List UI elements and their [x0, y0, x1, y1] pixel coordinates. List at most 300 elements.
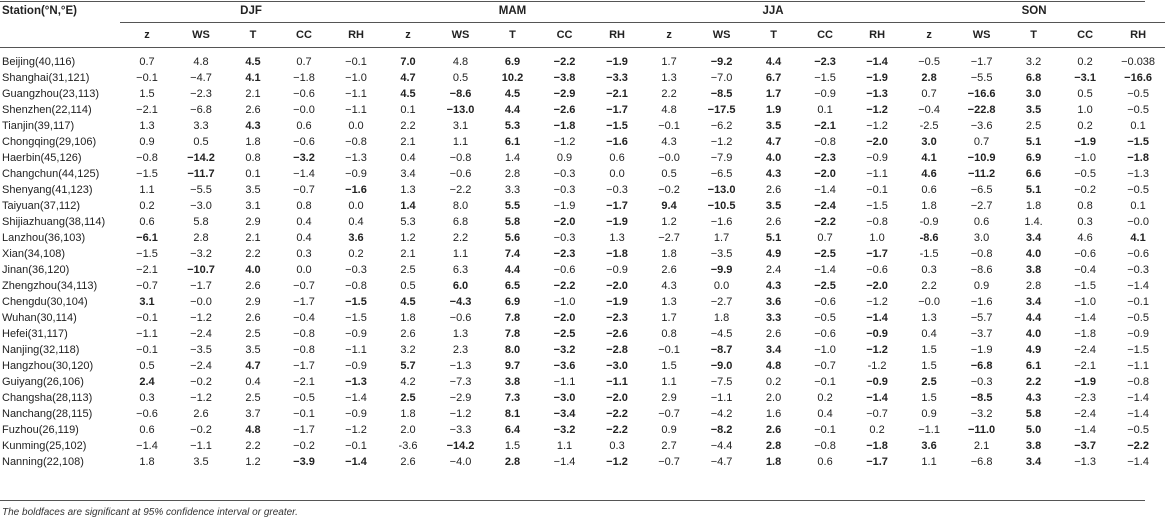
table-cell: −13.0 — [446, 104, 475, 116]
table-cell: −1.1 — [190, 440, 212, 452]
table-cell: −17.5 — [707, 104, 736, 116]
table-cell: −0.038 — [1121, 56, 1156, 68]
table-cell: −0.1 — [866, 184, 888, 196]
table-cell: 0.9 — [139, 136, 155, 148]
table-cell: −2.4 — [190, 360, 212, 372]
table-cell: −1.3 — [345, 376, 367, 388]
table-cell: −0.3 — [970, 376, 993, 388]
table-cell: −14.2 — [187, 152, 215, 164]
table-cell: −2.0 — [606, 280, 628, 292]
table-cell: −6.2 — [710, 120, 733, 132]
table-cell: 1.5 — [661, 360, 677, 372]
table-cell: −2.0 — [866, 136, 888, 148]
table-cell: −2.7 — [658, 232, 680, 244]
table-cell: 4.5 — [400, 296, 416, 308]
table-cell: −1.3 — [345, 152, 367, 164]
table-cell: −4.4 — [710, 440, 733, 452]
table-cell: −4.2 — [710, 408, 733, 420]
table-cell: 6.0 — [452, 280, 469, 292]
table-cell: 0.9 — [661, 424, 677, 436]
variable-header-jja-rh: RH — [851, 23, 903, 48]
table-cell: −2.5 — [814, 280, 836, 292]
table-cell: −1.9 — [1074, 376, 1096, 388]
table-cell: 4.6 — [921, 168, 937, 180]
table-cell: 1.6 — [765, 408, 782, 420]
table-cell: 0.3 — [1077, 216, 1093, 228]
variable-header-djf-z: z — [120, 23, 174, 48]
table-cell: −2.4 — [190, 328, 212, 340]
table-cell: 0.6 — [139, 424, 155, 436]
table-cell: 2.6 — [765, 424, 782, 436]
table-cell: −2.3 — [553, 248, 576, 260]
table-cell: −1.4 — [1127, 392, 1149, 404]
table-cell: −1.4 — [345, 392, 367, 404]
table-cell: 1.5 — [504, 440, 521, 452]
variable-header-jja-ws: WS — [695, 23, 748, 48]
table-cell: 5.0 — [1025, 424, 1042, 436]
table-row — [0, 70, 1165, 86]
table-cell: −2.0 — [553, 312, 576, 324]
table-cell: −2.6 — [553, 104, 576, 116]
table-cell: −1.5 — [136, 168, 158, 180]
table-cell: −1.3 — [1074, 456, 1096, 468]
table-cell: −2.5 — [553, 328, 576, 340]
table-cell: 1.3 — [921, 312, 937, 324]
table-cell: −2.1 — [1074, 360, 1096, 372]
table-cell: −2.1 — [606, 88, 628, 100]
table-cell: −1.9 — [970, 344, 993, 356]
table-cell: 2.5 — [400, 264, 416, 276]
table-cell: −0.5 — [1074, 168, 1096, 180]
table-cell: 0.6 — [921, 184, 937, 196]
table-cell: −3.2 — [553, 424, 576, 436]
table-cell: 3.8 — [504, 376, 521, 388]
table-cell: −0.8 — [970, 248, 993, 260]
table-cell: −8.5 — [710, 88, 733, 100]
table-cell: 1.8 — [139, 456, 155, 468]
table-cell: 8.0 — [452, 200, 469, 212]
table-cell: −1.2 — [710, 136, 733, 148]
table-cell: 1.9 — [765, 104, 782, 116]
table-cell: −0.1 — [814, 424, 836, 436]
table-cell: −1.1 — [345, 344, 367, 356]
table-cell: 7.4 — [504, 248, 521, 260]
table-row — [0, 358, 1165, 374]
table-cell: −1.7 — [606, 104, 628, 116]
table-cell: −3.3 — [606, 72, 628, 84]
table-cell: −2.1 — [293, 376, 315, 388]
table-cell: −1.4 — [293, 168, 315, 180]
table-cell: 1.5 — [139, 88, 155, 100]
table-cell: 2.8 — [921, 72, 937, 84]
table-cell: −9.9 — [710, 264, 733, 276]
table-cell: 0.2 — [1077, 120, 1093, 132]
table-cell: −1.7 — [293, 360, 315, 372]
table-cell: −2.2 — [553, 280, 576, 292]
table-cell: 5.8 — [1025, 408, 1042, 420]
table-cell: 5.5 — [504, 200, 521, 212]
table-cell: −0.4 — [1074, 264, 1096, 276]
table-cell: −4.0 — [449, 456, 472, 468]
variable-header-son-ws: WS — [955, 23, 1008, 48]
table-cell: 2.1 — [245, 232, 261, 244]
table-cell: 4.0 — [1025, 248, 1042, 260]
table-cell: 3.1 — [139, 296, 155, 308]
table-cell: 2.8 — [1025, 280, 1042, 292]
table-cell: −0.3 — [1127, 264, 1149, 276]
table-cell: 2.2 — [400, 120, 416, 132]
table-cell: −0.9 — [345, 328, 367, 340]
table-cell: 6.1 — [1025, 360, 1042, 372]
table-cell: 2.6 — [245, 104, 261, 116]
table-cell: 0.7 — [817, 232, 833, 244]
table-cell: −0.0 — [658, 152, 680, 164]
table-cell: 4.9 — [1025, 344, 1042, 356]
table-cell: -1.5 — [919, 248, 939, 260]
table-cell: 3.0 — [1025, 88, 1042, 100]
table-cell: 4.0 — [245, 264, 261, 276]
table-cell: 0.4 — [296, 216, 312, 228]
table-cell: −8.6 — [970, 264, 993, 276]
table-cell: 2.6 — [765, 184, 782, 196]
table-cell: −1.0 — [553, 296, 576, 308]
table-cell: 3.1 — [452, 120, 469, 132]
table-cell: −2.9 — [449, 392, 472, 404]
table-cell: 0.7 — [139, 56, 155, 68]
table-cell: −1.4 — [1127, 280, 1149, 292]
table-cell: −3.2 — [190, 248, 212, 260]
table-cell: 4.5 — [400, 88, 416, 100]
table-cell: −0.2 — [658, 184, 680, 196]
table-cell: −0.2 — [190, 424, 212, 436]
table-cell: 1.4 — [504, 152, 521, 164]
table-cell: −8.5 — [970, 392, 993, 404]
table-cell: −1.2 — [866, 120, 888, 132]
table-cell: −8.7 — [710, 344, 733, 356]
table-cell: −9.0 — [710, 360, 733, 372]
table-cell: −1.7 — [293, 424, 315, 436]
table-cell: 1.2 — [661, 216, 677, 228]
table-cell: 4.5 — [245, 56, 261, 68]
station-name: Shenyang(41,123) — [2, 184, 93, 196]
station-name: Zhengzhou(34,113) — [2, 280, 98, 292]
table-cell: 0.0 — [296, 264, 312, 276]
table-cell: −0.0 — [1127, 216, 1149, 228]
table-cell: 2.5 — [921, 376, 937, 388]
table-row — [0, 150, 1165, 166]
table-cell: −3.1 — [1074, 72, 1096, 84]
table-cell: 6.8 — [452, 216, 469, 228]
table-row — [0, 166, 1165, 182]
table-cell: −0.9 — [866, 328, 888, 340]
table-cell: 4.7 — [245, 360, 261, 372]
table-cell: 4.1 — [1130, 232, 1146, 244]
table-cell: −0.8 — [866, 216, 888, 228]
table-cell: −0.1 — [293, 408, 315, 420]
table-cell: −1.4 — [1127, 456, 1149, 468]
table-cell: −1.4 — [553, 456, 576, 468]
table-cell: −3.9 — [293, 456, 315, 468]
table-cell: −1.4 — [345, 456, 367, 468]
table-cell: −0.8 — [345, 136, 367, 148]
table-cell: −6.1 — [136, 232, 158, 244]
table-cell: −14.2 — [446, 440, 475, 452]
table-cell: −0.5 — [1127, 424, 1149, 436]
table-cell: 2.1 — [973, 440, 990, 452]
table-cell: −2.3 — [190, 88, 212, 100]
table-cell: 3.8 — [1025, 440, 1042, 452]
table-cell: 2.0 — [765, 392, 782, 404]
table-cell: −1.9 — [553, 200, 576, 212]
table-cell: −11.7 — [187, 168, 215, 180]
table-cell: 0.7 — [296, 56, 312, 68]
table-cell: −0.8 — [814, 440, 836, 452]
table-cell: 5.1 — [765, 232, 782, 244]
table-cell: 7.3 — [504, 392, 521, 404]
station-name: Beijing(40,116) — [2, 56, 76, 68]
table-cell: −0.8 — [1127, 376, 1149, 388]
table-cell: 2.8 — [504, 456, 521, 468]
table-cell: 3.0 — [921, 136, 937, 148]
table-cell: 1.5 — [921, 360, 937, 372]
table-cell: 2.2 — [452, 232, 469, 244]
table-cell: 3.5 — [1025, 104, 1042, 116]
table-cell: −1.5 — [866, 200, 888, 212]
table-cell: 6.9 — [1025, 152, 1042, 164]
table-cell: 1.8 — [1025, 200, 1042, 212]
table-cell: −1.4 — [866, 56, 888, 68]
table-cell: 2.8 — [193, 232, 209, 244]
table-cell: −0.8 — [293, 344, 315, 356]
table-cell: 2.6 — [245, 280, 261, 292]
table-cell: 2.5 — [400, 392, 416, 404]
table-cell: −0.7 — [658, 408, 680, 420]
table-cell: 6.4 — [504, 424, 521, 436]
table-cell: −1.6 — [606, 136, 628, 148]
table-cell: −0.8 — [345, 280, 367, 292]
table-cell: 1.1 — [452, 136, 469, 148]
table-cell: −0.2 — [1074, 184, 1096, 196]
table-cell: −1.0 — [814, 344, 836, 356]
table-cell: −1.4 — [866, 312, 888, 324]
table-cell: 6.9 — [504, 296, 521, 308]
table-cell: -3.6 — [398, 440, 418, 452]
table-cell: 2.6 — [400, 328, 416, 340]
table-cell: −1.7 — [293, 296, 315, 308]
variable-header-mam-cc: CC — [538, 23, 591, 48]
table-cell: 1.2 — [400, 232, 416, 244]
table-cell: −0.1 — [658, 120, 680, 132]
table-cell: 4.4 — [504, 104, 521, 116]
table-cell: 1.7 — [661, 312, 677, 324]
table-cell: 1.7 — [765, 88, 782, 100]
table-cell: −5.5 — [190, 184, 212, 196]
table-cell: −0.0 — [293, 104, 315, 116]
table-cell: 10.2 — [501, 72, 524, 84]
table-cell: 4.0 — [765, 152, 782, 164]
table-cell: −0.1 — [136, 344, 158, 356]
table-cell: 2.4 — [139, 376, 155, 388]
table-cell: 3.8 — [1025, 264, 1042, 276]
table-cell: 0.2 — [817, 392, 833, 404]
table-cell: −8.2 — [710, 424, 733, 436]
table-cell: 6.5 — [504, 280, 521, 292]
table-cell: −22.8 — [967, 104, 996, 116]
table-cell: 3.5 — [765, 120, 782, 132]
table-cell: 0.2 — [348, 248, 364, 260]
table-cell: 3.5 — [193, 456, 209, 468]
table-cell: −1.1 — [918, 424, 940, 436]
table-cell: 0.6 — [139, 216, 155, 228]
station-name: Shijiazhuang(38,114) — [2, 216, 106, 228]
table-row — [0, 422, 1165, 438]
station-name: Jinan(36,120) — [2, 264, 70, 276]
table-cell: −0.9 — [866, 376, 888, 388]
variable-header-row — [0, 23, 1165, 48]
table-cell: −0.8 — [136, 152, 158, 164]
table-cell: 0.6 — [817, 456, 833, 468]
table-cell: 4.8 — [193, 56, 209, 68]
table-cell: 4.4 — [765, 56, 782, 68]
table-cell: −1.4 — [136, 440, 158, 452]
table-cell: 0.0 — [348, 120, 364, 132]
table-row — [0, 198, 1165, 214]
table-cell: −1.0 — [1074, 152, 1096, 164]
table-cell: −10.7 — [187, 264, 215, 276]
table-cell: 4.0 — [1025, 328, 1042, 340]
table-cell: 2.1 — [400, 136, 416, 148]
table-cell: 1.3 — [139, 120, 155, 132]
table-cell: 0.5 — [661, 168, 677, 180]
station-name: Guiyang(26,106) — [2, 376, 84, 388]
table-cell: 3.3 — [193, 120, 209, 132]
table-cell: 1.8 — [245, 136, 261, 148]
table-cell: −4.5 — [710, 328, 733, 340]
variable-header-son-cc: CC — [1059, 23, 1111, 48]
table-cell: 1.1 — [139, 184, 155, 196]
table-cell: 0.7 — [921, 88, 937, 100]
table-cell: 2.8 — [765, 440, 782, 452]
season-header-mam: MAM — [382, 0, 643, 23]
table-cell: 5.8 — [504, 216, 521, 228]
table-cell: 0.2 — [765, 376, 782, 388]
table-cell: −1.2 — [190, 312, 212, 324]
table-cell: −2.0 — [866, 280, 888, 292]
table-cell: −0.1 — [1127, 296, 1149, 308]
table-cell: −0.1 — [658, 344, 680, 356]
table-cell: −11.0 — [967, 424, 996, 436]
station-name: Guangzhou(23,113) — [2, 88, 100, 100]
table-cell: −2.2 — [814, 216, 836, 228]
table-cell: 0.5 — [139, 360, 155, 372]
station-name: Changsha(28,113) — [2, 392, 93, 404]
table-row — [0, 326, 1165, 342]
table-cell: 5.3 — [504, 120, 521, 132]
table-cell: −0.7 — [293, 280, 315, 292]
table-cell: 2.2 — [921, 280, 937, 292]
table-cell: −2.7 — [710, 296, 733, 308]
table-cell: −1.8 — [293, 72, 315, 84]
table-cell: −1.1 — [136, 328, 158, 340]
table-cell: −10.5 — [707, 200, 736, 212]
table-cell: −1.2 — [449, 408, 472, 420]
table-cell: −2.0 — [606, 392, 628, 404]
table-cell: 3.6 — [348, 232, 364, 244]
station-name: Haerbin(45,126) — [2, 152, 82, 164]
table-cell: 0.4 — [348, 216, 364, 228]
table-cell: 0.3 — [609, 440, 625, 452]
table-cell: −0.1 — [136, 312, 158, 324]
table-row — [0, 134, 1165, 150]
table-cell: 3.3 — [504, 184, 521, 196]
table-cell: 5.1 — [1025, 136, 1042, 148]
table-cell: 4.7 — [400, 72, 416, 84]
table-cell: −7.9 — [710, 152, 733, 164]
table-cell: 7.8 — [504, 312, 521, 324]
table-cell: −0.1 — [345, 56, 367, 68]
table-row — [0, 454, 1165, 470]
table-cell: −1.9 — [866, 72, 888, 84]
table-cell: 3.4 — [765, 344, 782, 356]
table-cell: −4.7 — [710, 456, 733, 468]
table-cell: 1.1 — [556, 440, 573, 452]
table-cell: 0.6 — [973, 216, 990, 228]
table-cell: −2.2 — [606, 408, 628, 420]
table-cell: 6.8 — [1025, 72, 1042, 84]
table-cell: 2.6 — [245, 312, 261, 324]
table-cell: −1.5 — [345, 296, 367, 308]
table-cell: 2.9 — [245, 216, 261, 228]
table-cell: −0.0 — [190, 296, 212, 308]
table-cell: −0.6 — [449, 168, 472, 180]
table-cell: −10.9 — [967, 152, 996, 164]
table-cell: −0.5 — [814, 312, 836, 324]
table-body — [0, 48, 1165, 471]
table-cell: 2.1 — [245, 88, 261, 100]
table-cell: −6.8 — [190, 104, 212, 116]
table-cell: −1.9 — [606, 296, 628, 308]
table-cell: −0.9 — [345, 168, 367, 180]
table-cell: -2.5 — [919, 120, 939, 132]
table-cell: 1.3 — [452, 328, 469, 340]
bottom-rule — [0, 500, 1145, 501]
table-cell: 2.9 — [661, 392, 677, 404]
table-row — [0, 230, 1165, 246]
table-cell: 3.6 — [765, 296, 782, 308]
table-cell: −7.3 — [449, 376, 472, 388]
variable-header-mam-t: T — [487, 23, 538, 48]
table-cell: 0.9 — [921, 408, 937, 420]
table-row — [0, 54, 1165, 70]
table-cell: 3.1 — [245, 200, 261, 212]
table-cell: −16.6 — [967, 88, 996, 100]
table-cell: −1.5 — [606, 120, 628, 132]
table-cell: 5.8 — [193, 216, 209, 228]
table-cell: −0.5 — [918, 56, 940, 68]
table-cell: −0.9 — [1127, 328, 1149, 340]
variable-header-son-rh: RH — [1111, 23, 1165, 48]
table-cell: -0.9 — [919, 216, 939, 228]
table-cell: −3.5 — [710, 248, 733, 260]
table-cell: −0.6 — [293, 88, 315, 100]
table-cell: −0.0 — [918, 296, 940, 308]
table-cell: 0.8 — [245, 152, 261, 164]
station-name: Taiyuan(37,112) — [2, 200, 81, 212]
table-cell: −6.5 — [710, 168, 733, 180]
table-cell: 0.4 — [296, 232, 312, 244]
table-cell: −13.0 — [707, 184, 736, 196]
season-header-jja: JJA — [643, 0, 903, 23]
